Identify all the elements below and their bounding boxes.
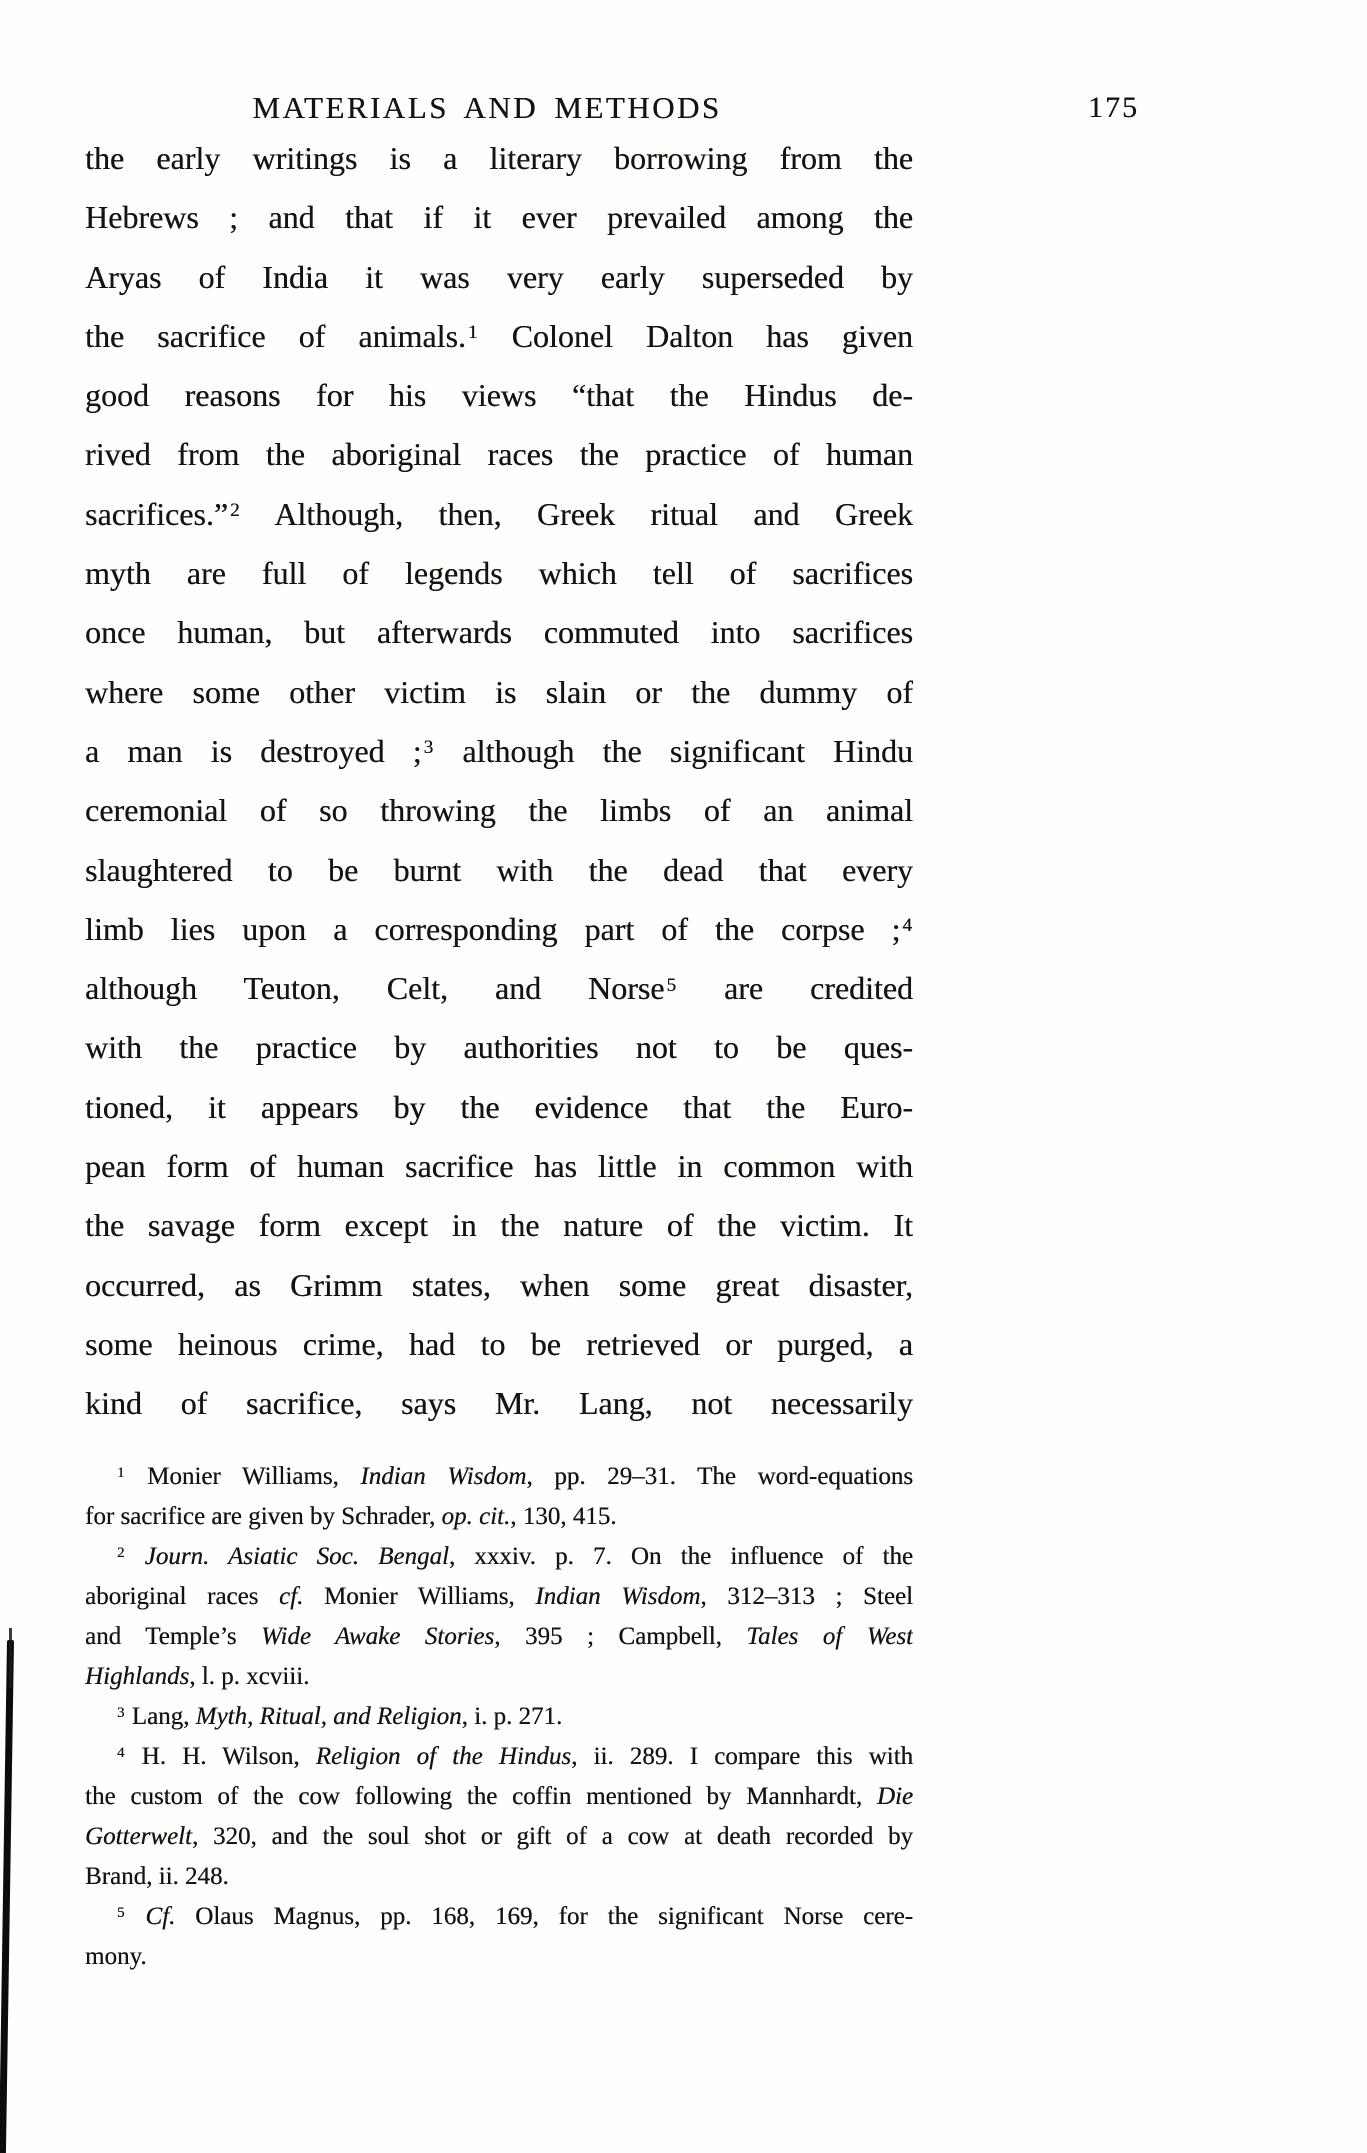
- text-segment: , ii. 289. I compare this with: [571, 1743, 913, 1770]
- footnote-line: [85, 1937, 913, 1977]
- footnote-line: [85, 1697, 913, 1737]
- text-segment: rived from the aboriginal races the practice of human: [85, 436, 913, 473]
- body-text-line: [85, 900, 913, 959]
- footnote-line: [85, 1857, 913, 1897]
- scan-artifact-line: [0, 1640, 14, 2153]
- footnote-marker: 5: [666, 974, 677, 996]
- footnote-line: [85, 1617, 913, 1657]
- text-segment: Highlands: [85, 1663, 190, 1690]
- text-segment: ceremonial of so throwing the limbs of an animal: [85, 792, 913, 829]
- text-segment: [126, 1543, 145, 1570]
- text-segment: , 312–313 ; Steel: [700, 1583, 913, 1610]
- text-segment: op. cit.: [441, 1503, 511, 1530]
- text-segment: although the significant Hindu: [434, 732, 913, 769]
- text-segment: Monier Williams,: [125, 1463, 361, 1490]
- body-text-line: [85, 248, 913, 307]
- footnote-marker: 4: [902, 915, 912, 937]
- page-number: 175: [1088, 91, 1139, 124]
- body-text-line: [85, 603, 913, 662]
- text-segment: H. H. Wilson,: [125, 1743, 316, 1770]
- body-text-line: [85, 188, 913, 247]
- footnotes-block: [85, 1457, 913, 1977]
- footnote-line: [85, 1817, 913, 1857]
- text-segment: Olaus Magnus, pp. 168, 169, for the significant Norse cere-: [175, 1903, 913, 1930]
- text-segment: the early writings is a literary borrowing from the: [85, 140, 913, 176]
- footnote-marker: 3: [117, 1705, 125, 1722]
- text-segment: , 395 ; Campbell,: [494, 1623, 747, 1650]
- text-segment: Gotterwelt: [85, 1823, 192, 1850]
- text-segment: Colonel Dalton has given: [478, 317, 913, 354]
- footnote-line: [85, 1777, 913, 1817]
- body-text-line: [85, 544, 913, 603]
- text-segment: good reasons for his views “that the Hindus de-: [85, 377, 913, 414]
- text-segment: , 320, and the soul shot or gift of a cow at death recorded by: [191, 1823, 913, 1850]
- body-text-line: [85, 1018, 913, 1077]
- text-segment: Aryas of India it was very early superseded by: [85, 258, 913, 295]
- text-segment: myth are full of legends which tell of sacrifices: [85, 555, 913, 592]
- text-segment: Cf.: [145, 1903, 176, 1930]
- footnote-marker: 1: [117, 1465, 125, 1482]
- text-segment: pean form of human sacrifice has little in common with: [85, 1148, 913, 1185]
- text-segment: , xxxiv. p. 7. On the influence of the: [448, 1543, 913, 1570]
- text-segment: Religion of the Hindus: [315, 1743, 572, 1770]
- text-segment: Indian Wisdom: [535, 1583, 701, 1610]
- text-segment: slaughtered to be burnt with the dead that every: [85, 851, 913, 888]
- text-segment: sacrifices.”: [85, 495, 229, 532]
- text-segment: occurred, as Grimm states, when some great disaster,: [85, 1266, 913, 1303]
- text-segment: mony.: [85, 1943, 147, 1970]
- text-segment: Die: [876, 1783, 913, 1810]
- body-text-line: [85, 1137, 913, 1196]
- text-segment: cf.: [279, 1583, 304, 1610]
- body-text-line: [85, 366, 913, 425]
- text-segment: the sacrifice of animals.: [85, 317, 466, 354]
- text-segment: Hebrews ; and that if it ever prevailed among the: [85, 199, 913, 236]
- text-segment: where some other victim is slain or the dummy of: [85, 673, 913, 710]
- text-segment: , 130, 415.: [510, 1503, 617, 1530]
- footnote-marker: 2: [117, 1545, 125, 1562]
- footnote-line: [85, 1537, 913, 1577]
- text-segment: are credited: [677, 970, 913, 1007]
- running-title: MATERIALS AND METHODS: [252, 90, 722, 125]
- footnote-line: [85, 1457, 913, 1497]
- footnote-marker: 4: [117, 1745, 125, 1762]
- text-segment: with the practice by authorities not to be ques-: [85, 1029, 913, 1066]
- body-text-line: [85, 841, 913, 900]
- text-segment: the savage form except in the nature of the victim. It: [85, 1207, 913, 1244]
- text-segment: Lang,: [125, 1703, 196, 1730]
- text-segment: kind of sacrifice, says Mr. Lang, not necessarily: [85, 1385, 913, 1422]
- body-text-line: [85, 663, 913, 722]
- footnote-marker: 5: [117, 1905, 125, 1922]
- footnote-marker: 3: [423, 737, 434, 759]
- text-segment: [126, 1903, 146, 1930]
- text-segment: , i. p. 271.: [461, 1703, 563, 1730]
- body-text-line: [85, 1315, 913, 1374]
- body-text-line: [85, 1256, 913, 1315]
- body-text-line: [85, 307, 913, 366]
- body-text-line: [85, 1196, 913, 1255]
- body-text-line: [85, 1374, 913, 1433]
- footnote-marker: 1: [467, 322, 478, 344]
- text-segment: for sacrifice are given by Schrader,: [85, 1503, 442, 1530]
- text-segment: the custom of the cow following the coffin mentioned by Mannhardt,: [85, 1783, 877, 1810]
- footnote-line: [85, 1577, 913, 1617]
- text-segment: , l. p. xcviii.: [189, 1663, 310, 1690]
- footnote-line: [85, 1897, 913, 1937]
- text-segment: tioned, it appears by the evidence that the Euro-: [85, 1088, 913, 1125]
- text-segment: Monier Williams,: [303, 1583, 536, 1610]
- text-segment: and Temple’s: [85, 1623, 261, 1650]
- body-text-block: [85, 129, 913, 1434]
- text-segment: although Teuton, Celt, and Norse: [85, 970, 665, 1007]
- text-segment: once human, but afterwards commuted into sacrifices: [85, 614, 913, 651]
- body-text-line: [85, 129, 913, 188]
- text-segment: Wide Awake Stories: [260, 1623, 495, 1650]
- text-segment: limb lies upon a corresponding part of the corpse ;: [85, 910, 901, 947]
- footnote-line: [85, 1657, 913, 1697]
- text-segment: Tales of West: [746, 1623, 913, 1650]
- text-segment: a man is destroyed ;: [85, 732, 422, 769]
- text-segment: Brand, ii. 248.: [85, 1863, 229, 1890]
- text-segment: , pp. 29–31. The word-equations: [526, 1463, 913, 1490]
- text-segment: some heinous crime, had to be retrieved or purged, a: [85, 1325, 913, 1362]
- text-segment: aboriginal races: [85, 1583, 279, 1610]
- body-text-line: [85, 1078, 913, 1137]
- footnote-line: [85, 1737, 913, 1777]
- body-text-line: [85, 959, 913, 1018]
- footnote-marker: 2: [230, 500, 240, 522]
- text-segment: Journ. Asiatic Soc. Bengal: [144, 1543, 449, 1570]
- text-segment: Myth, Ritual, and Religion: [195, 1703, 462, 1730]
- text-segment: Although, then, Greek ritual and Greek: [240, 495, 913, 532]
- text-segment: Indian Wisdom: [360, 1463, 527, 1490]
- page-header: [0, 90, 1367, 132]
- body-text-line: [85, 722, 913, 781]
- footnote-line: [85, 1497, 913, 1537]
- body-text-line: [85, 781, 913, 840]
- body-text-line: [85, 425, 913, 484]
- body-text-line: [85, 485, 913, 544]
- scan-artifact-line-top: [9, 1628, 12, 1688]
